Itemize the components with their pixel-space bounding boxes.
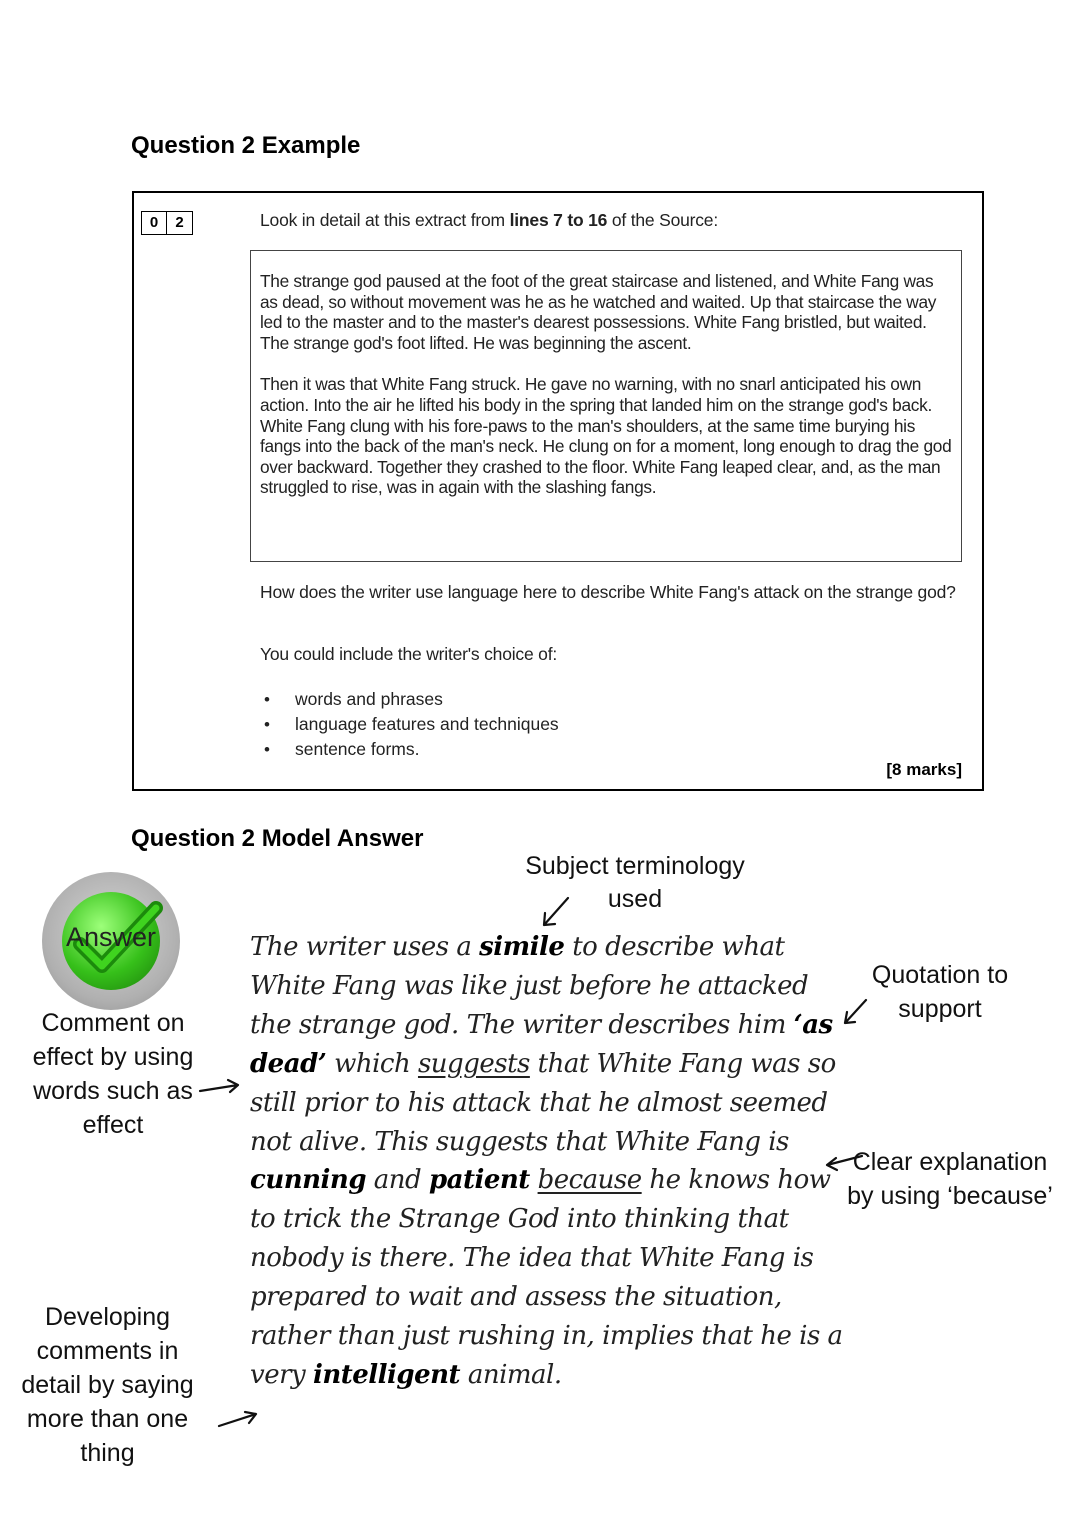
include-text: You could include the writer's choice of: — [260, 644, 558, 664]
answer-badge — [42, 872, 180, 1010]
answer-keyword: cunning — [250, 1165, 367, 1196]
answer-text — [530, 1165, 538, 1195]
answer-text: The writer uses a — [250, 932, 480, 962]
answer-keyword: because — [537, 1165, 642, 1196]
answer-keyword: suggests — [417, 1048, 530, 1079]
annotation-developing: Developing comments in detail by saying more than one thing — [21, 1303, 194, 1467]
exam-question-box — [132, 191, 984, 791]
answer-text: and — [366, 1165, 429, 1196]
answer-quote: ‘as dead’ — [250, 1009, 833, 1079]
list-item: • language features and techniques — [260, 712, 559, 737]
instruction-text: Look in detail at this extract from — [260, 210, 510, 230]
question-text: How does the writer use language here to describe White Fang's attack on the strange god? — [260, 582, 956, 602]
arrow-icon — [538, 895, 572, 931]
badge-label: Answer — [65, 922, 157, 952]
answer-text: which — [326, 1048, 418, 1079]
question-number — [141, 211, 193, 235]
answer-keyword: intelligent — [312, 1359, 461, 1390]
question-number-digit: 2 — [167, 211, 193, 235]
list-item: • sentence forms. — [260, 737, 559, 762]
extract-paragraph: Then it was that White Fang struck. He gave no warning, with no snarl anticipated his own action. Into the air he lifted his body in the spring that landed him on the strange god's back. White Fang clung with his fore-paws to the man's shoulders, at the same time burying his fangs into the back of the man's neck. He clung on for a moment, long enough to drag the god over backward. Together they crashed to the floor. White Fang leaped clear, and, as the man struggled to rise, was in again with the slashing fangs. — [260, 374, 952, 498]
answer-text: he knows how to trick the Strange God into thinking that nobody is there. The idea that White Fang is prepared to wait and assess the situation, rather than just rushing in, implies that he is a very — [250, 1165, 843, 1390]
extract-paragraph: The strange god paused at the foot of the great staircase and listened, and White Fang was as dead, so without movement was he as he watched and waited. Up that staircase the way led to the master and to the master's dearest possessions. White Fang bristled, but waited. The strange god's foot lifted. He was beginning the ascent. — [260, 271, 937, 353]
answer-keyword: patient — [428, 1165, 530, 1196]
answer-text: animal. — [460, 1359, 562, 1390]
arrow-icon — [216, 1408, 260, 1430]
annotation-quotation: Quotation to support — [871, 961, 1009, 1023]
model-answer-text — [250, 928, 850, 1395]
bullet-list — [260, 687, 559, 762]
annotation-comment: Comment on effect by using words such as effect — [32, 1009, 194, 1139]
answer-keyword: simile — [479, 932, 565, 962]
list-item: • words and phrases — [260, 687, 559, 712]
arrow-icon — [198, 1078, 242, 1098]
answer-text: to describe what White Fang was like just before he attacked the strange god. The writer describes him — [250, 932, 809, 1040]
annotation-terminology: Subject terminology used — [525, 852, 745, 913]
source-extract — [250, 250, 962, 562]
answer-text: that White Fang was so still prior to his attack that he almost seemed not alive. This suggests that White Fang is — [250, 1048, 836, 1157]
instruction — [260, 210, 718, 231]
annotation-explanation: Clear explanation by using ‘because’ — [847, 1148, 1053, 1210]
instruction-text: of the Source: — [607, 210, 719, 230]
question-number-digit: 0 — [141, 211, 167, 235]
marks-label: [8 marks] — [886, 760, 962, 779]
model-answer-heading: Question 2 Model Answer — [131, 825, 424, 852]
instruction-lines: lines 7 to 16 — [509, 210, 608, 230]
question-heading: Question 2 Example — [131, 132, 361, 159]
